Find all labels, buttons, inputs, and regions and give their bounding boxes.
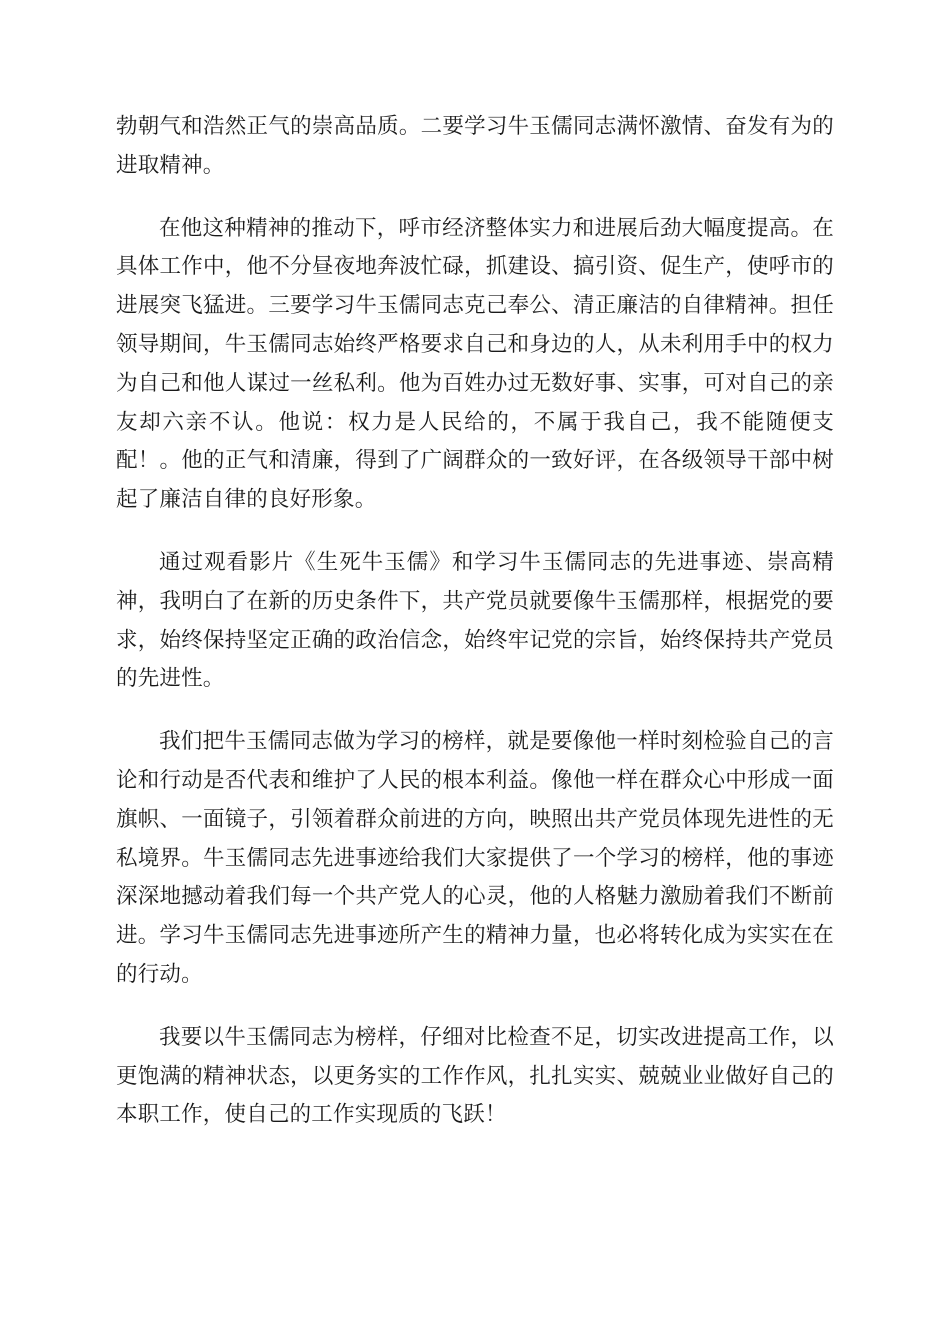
paragraph: 我要以牛玉儒同志为榜样，仔细对比检查不足，切实改进提高工作，以更饱满的精神状态，以更务实的工作作风，扎扎实实、兢兢业业做好自己的本职工作，使自己的工作实现质的飞跃！ [116,1024,834,1128]
paragraph: 在他这种精神的推动下，呼市经济整体实力和进展后劲大幅度提高。在具体工作中，他不分昼夜地奔波忙碌，抓建设、搞引资、促生产，使呼市的进展突飞猛进。三要学习牛玉儒同志克己奉公、清正廉洁的自律精神。担任领导期间，牛玉儒同志始终严格要求自己和身边的人，从未利用手中的权力为自己和他人谋过一丝私利。他为百姓办过无数好事、实事，可对自己的亲友却六亲不认。他说：权力是人民给的，不属于我自己，我不能随便支配！。他的正气和清廉，得到了广阔群众的一致好评，在各级领导干部中树起了廉洁自律的良好形象。 [116,215,834,513]
paragraph: 我们把牛玉儒同志做为学习的榜样，就是要像他一样时刻检验自己的言论和行动是否代表和维护了人民的根本利益。像他一样在群众心中形成一面旗帜、一面镜子，引领着群众前进的方向，映照出共产党员体现先进性的无私境界。牛玉儒同志先进事迹给我们大家提供了一个学习的榜样，他的事迹深深地撼动着我们每一个共产党人的心灵，他的人格魅力激励着我们不断前进。学习牛玉儒同志先进事迹所产生的精神力量，也必将转化成为实实在在的行动。 [116,729,834,987]
document-body [116,108,834,1159]
paragraph: 通过观看影片《生死牛玉儒》和学习牛玉儒同志的先进事迹、崇高精神，我明白了在新的历史条件下，共产党员就要像牛玉儒那样，根据党的要求，始终保持坚定正确的政治信念，始终牢记党的宗旨，始终保持共产党员的先进性。 [116,549,834,692]
paragraph-continuation: 勃朝气和浩然正气的崇高品质。二要学习牛玉儒同志满怀激情、奋发有为的进取精神。 [116,114,834,178]
